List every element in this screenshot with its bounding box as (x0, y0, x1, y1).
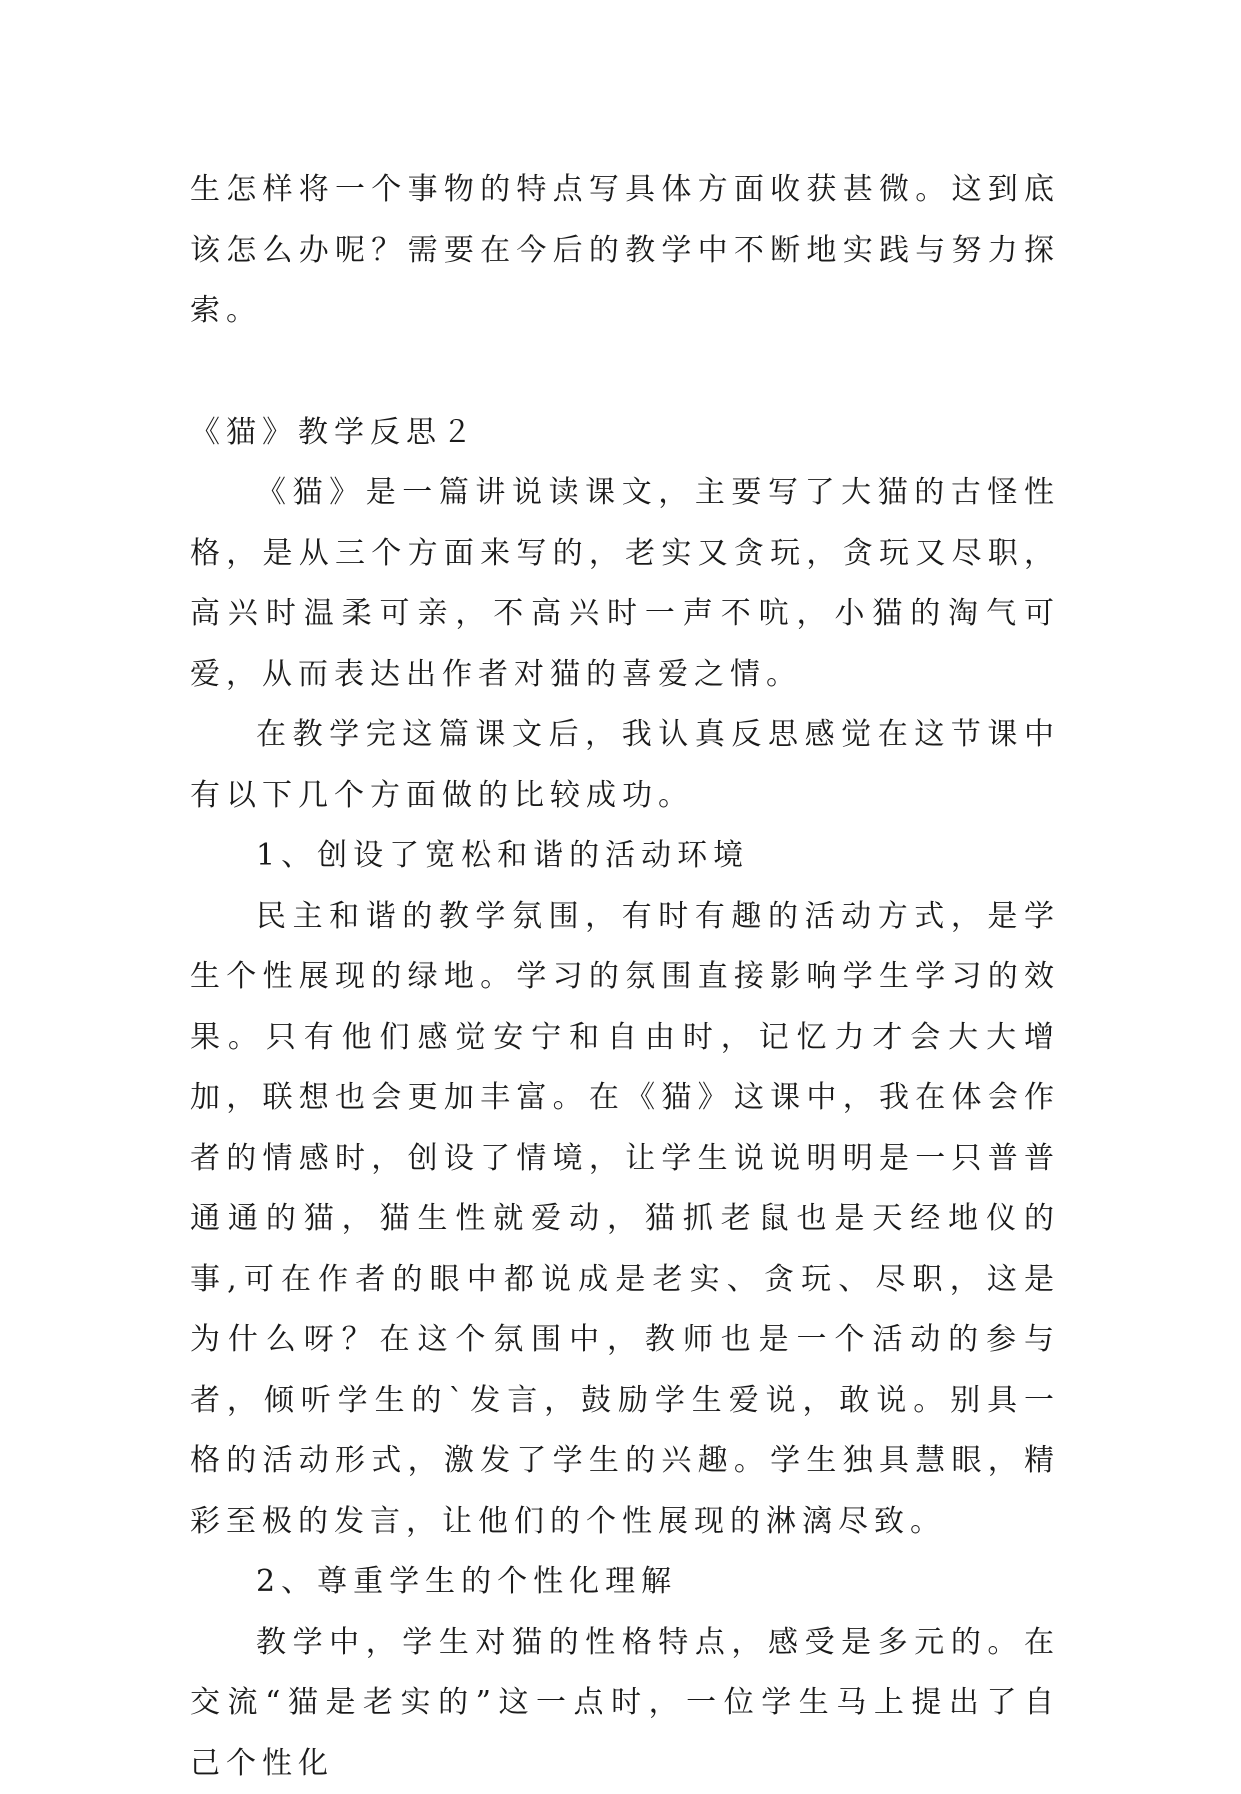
paragraph-point-1: 民主和谐的教学氛围，有时有趣的活动方式，是学生个性展现的绿地。学习的氛围直接影响学生学习的效果。只有他们感觉安宁和自由时，记忆力才会大大增加，联想也会更加丰富。在《猫》这课中，我在体会作者的情感时，创设了情境，让学生说说明明是一只普普通通的猫，猫生性就爱动，猫抓老鼠也是天经地仪的事,可在作者的眼中都说成是老实、贪玩、尽职，这是为什么呀？在这个氛围中，教师也是一个活动的参与者，倾听学生的`发言，鼓励学生爱说，敢说。别具一格的活动形式，激发了学生的兴趣。学生独具慧眼，精彩至极的发言，让他们的个性展现的淋漓尽致。 (190, 887, 1060, 1553)
section-gap (190, 342, 1060, 403)
paragraph-reflection: 在教学完这篇课文后，我认真反思感觉在这节课中有以下几个方面做的比较成功。 (190, 705, 1060, 826)
paragraph-point-2: 教学中，学生对猫的性格特点，感受是多元的。在交流“猫是老实的”这一点时，一位学生马上提出了自己个性化 (190, 1613, 1060, 1794)
section-title: 《猫》教学反思２ (190, 403, 1060, 464)
heading-point-2: 2、尊重学生的个性化理解 (190, 1552, 1060, 1613)
paragraph-intro: 《猫》是一篇讲说读课文，主要写了大猫的古怪性格，是从三个方面来写的，老实又贪玩，贪玩又尽职，高兴时温柔可亲，不高兴时一声不吭，小猫的淘气可爱，从而表达出作者对猫的喜爱之情。 (190, 463, 1060, 705)
heading-point-1: 1、创设了宽松和谐的活动环境 (190, 826, 1060, 887)
document-page (190, 160, 1060, 1794)
continued-paragraph: 生怎样将一个事物的特点写具体方面收获甚微。这到底该怎么办呢？需要在今后的教学中不断地实践与努力探索。 (190, 160, 1060, 342)
